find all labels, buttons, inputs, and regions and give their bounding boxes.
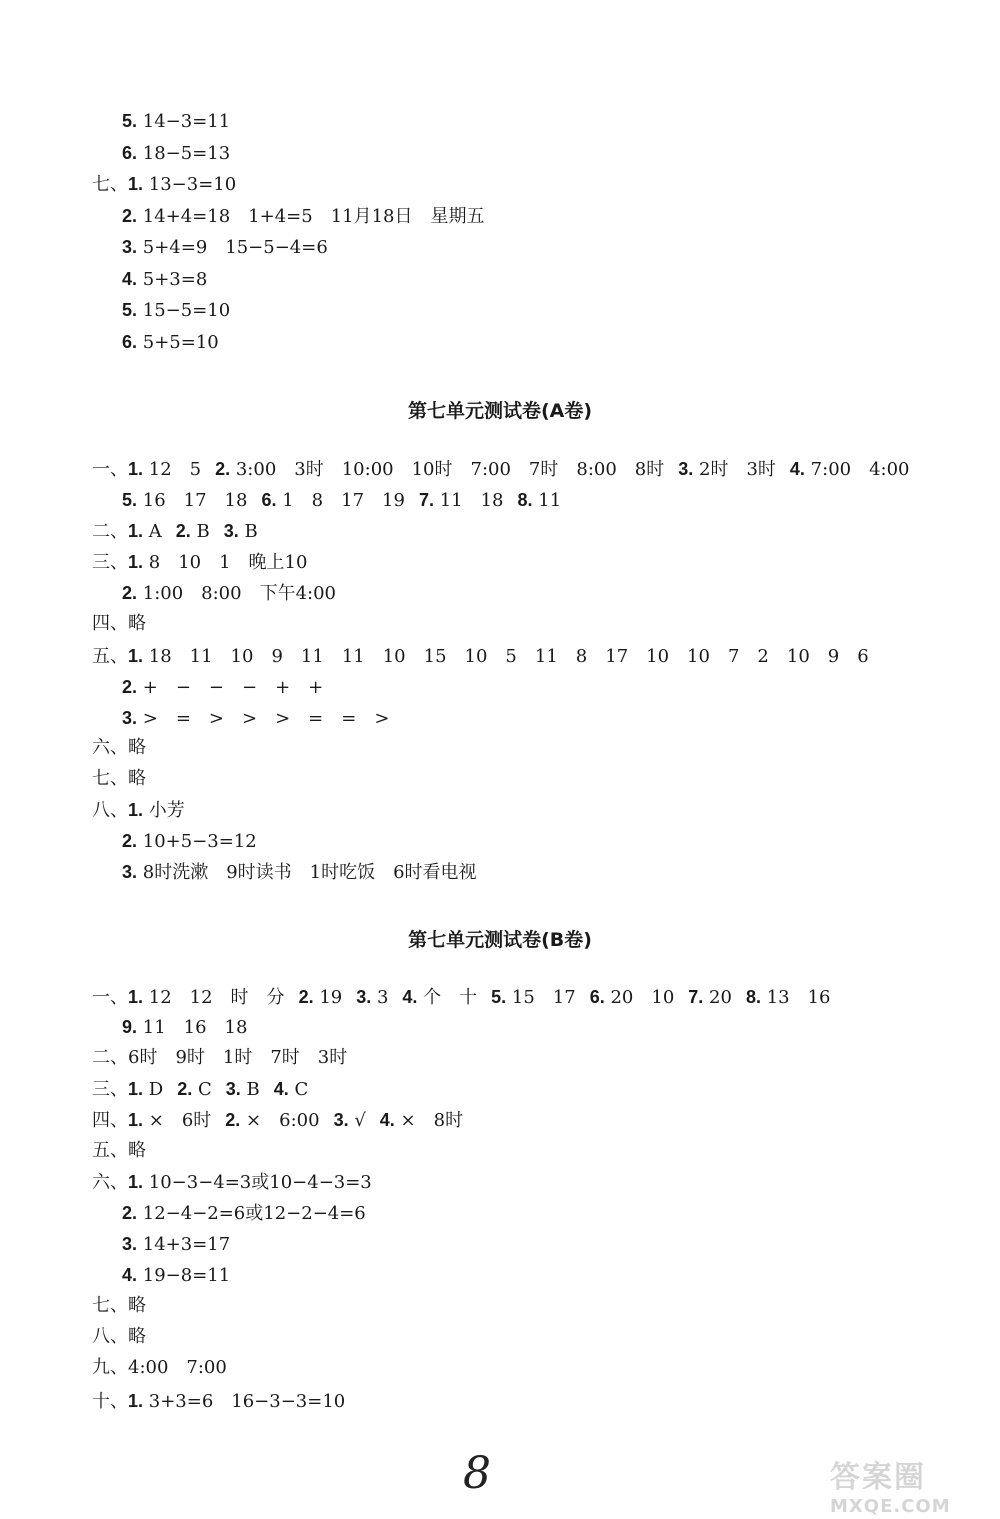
section-title: 第七单元测试卷(B卷) — [408, 929, 592, 951]
page-number: 8 — [463, 1448, 491, 1499]
answer-line: 5. 16 17 18 6. 1 8 17 19 7. 11 18 8. 11 — [122, 490, 562, 511]
answer-line: 2. 10+5−3=12 — [122, 831, 257, 852]
answer-line: 八、1. 小芳 — [92, 800, 185, 821]
answer-line: 9. 11 16 18 — [122, 1017, 248, 1038]
answer-line: 七、略 — [92, 1295, 146, 1316]
answer-line: 四、略 — [92, 613, 146, 634]
answer-line: 5. 15−5=10 — [122, 300, 231, 321]
answer-line: 五、1. 18 11 10 9 11 11 10 15 10 5 11 8 17 10 10 7 2 10 9 6 — [92, 646, 869, 667]
answer-line: 6. 18−5=13 — [122, 143, 231, 164]
answer-line: 二、6时 9时 1时 7时 3时 — [92, 1047, 348, 1068]
answer-line: 三、1. D 2. C 3. B 4. C — [92, 1079, 309, 1100]
answer-line: 3. 8时洗漱 9时读书 1时吃饭 6时看电视 — [122, 862, 477, 883]
answer-line: 2. 14+4=18 1+4=5 11月18日 星期五 — [122, 206, 485, 227]
answer-line: 2. + − − − + + — [122, 677, 324, 698]
answer-line: 3. 5+4=9 15−5−4=6 — [122, 237, 328, 258]
answer-line: 一、1. 12 5 2. 3:00 3时 10:00 10时 7:00 7时 8:00 8时 3. 2时 3时 4. 7:00 4:00 — [92, 459, 910, 480]
answer-line: 二、1. A 2. B 3. B — [92, 521, 258, 542]
answer-line: 三、1. 8 10 1 晚上10 — [92, 552, 308, 573]
answer-line: 3. > = > > > = = > — [122, 708, 390, 729]
answer-line: 5. 14−3=11 — [122, 111, 231, 132]
answer-line: 4. 19−8=11 — [122, 1265, 231, 1286]
watermark-url: MXQE.COM — [830, 1496, 951, 1517]
answer-line: 七、略 — [92, 768, 146, 789]
answer-line: 八、略 — [92, 1326, 146, 1347]
answer-line: 四、1. × 6时 2. × 6:00 3. √ 4. × 8时 — [92, 1110, 464, 1131]
answer-line: 七、1. 13−3=10 — [92, 174, 237, 195]
answer-line: 六、1. 10−3−4=3或10−4−3=3 — [92, 1172, 372, 1193]
watermark-text: 答案圈 — [830, 1460, 926, 1495]
answer-line: 6. 5+5=10 — [122, 332, 219, 353]
answer-line: 一、1. 12 12 时 分 2. 19 3. 3 4. 个 十 5. 15 17 6. 20 10 7. 20 8. 13 16 — [92, 987, 831, 1008]
section-title: 第七单元测试卷(A卷) — [407, 400, 593, 422]
answer-line: 2. 12−4−2=6或12−2−4=6 — [122, 1203, 366, 1224]
answer-line: 2. 1:00 8:00 下午4:00 — [122, 583, 337, 604]
watermark-logo — [830, 1452, 995, 1517]
answer-line: 3. 14+3=17 — [122, 1234, 231, 1255]
answer-line: 六、略 — [92, 737, 146, 758]
answer-line: 五、略 — [92, 1140, 146, 1161]
answer-line: 十、1. 3+3=6 16−3−3=10 — [92, 1391, 346, 1412]
answer-line: 九、4:00 7:00 — [92, 1357, 227, 1378]
answer-line: 4. 5+3=8 — [122, 269, 208, 290]
